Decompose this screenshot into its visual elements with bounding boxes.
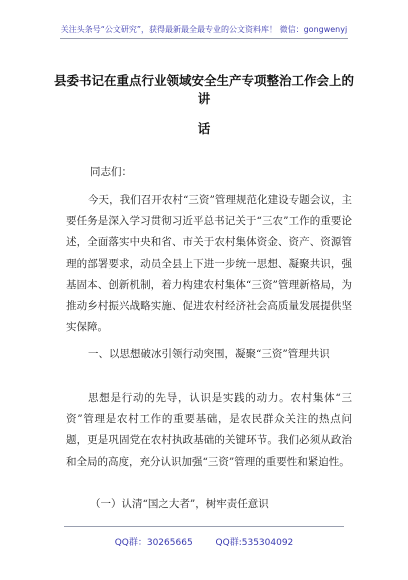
- document-title-line1: 县委书记在重点行业领域安全生产专项整治工作会上的讲: [53, 73, 354, 106]
- paragraph-section-1: 思想是行动的先导，认识是实践的动力。农村集体“三资”管理是农村工作的重要基础，是农民群众关注的热点问题，更是巩固党在农村执政基础的关键环节。我们必须从政治和全局的高度，充分认识加强“三资”管理的重要性和紧迫性。: [66, 392, 352, 468]
- footer: [0, 535, 408, 548]
- footer-divider: [64, 526, 344, 527]
- footer-qq-group-1: QQ群：30265665: [114, 538, 193, 548]
- salutation: 同志们：: [90, 166, 132, 178]
- header-divider: [60, 38, 348, 39]
- document-title-line2: 话: [197, 121, 211, 136]
- header-note: 关注头条号“公文研究”，获得最新最全最专业的公文资料库！ 微信：gongwenyj: [60, 25, 348, 34]
- paragraph-intro: 今天，我们召开农村“三资”管理规范化建设专题会议，主要任务是深入学习贯彻习近平总书记关于“三农”工作的重要论述，全面落实中央和省、市关于农村集体资金、资产、资源管理的部署要求，动员全县上下进一步统一思想、凝聚共识，强基固本、创新机制，着力构建农村集体“三资”管理新格局，为推动乡村振兴战略实施、促进农村经济社会高质量发展提供坚实保障。: [66, 194, 352, 334]
- footer-qq-group-2: QQ群:535304092: [215, 538, 294, 548]
- section-heading-1: 一、以思想破冰引领行动突围，凝聚“三资”管理共识: [88, 348, 330, 360]
- subsection-heading-1: （一）认清“国之大者”，树牢责任意识: [90, 498, 269, 510]
